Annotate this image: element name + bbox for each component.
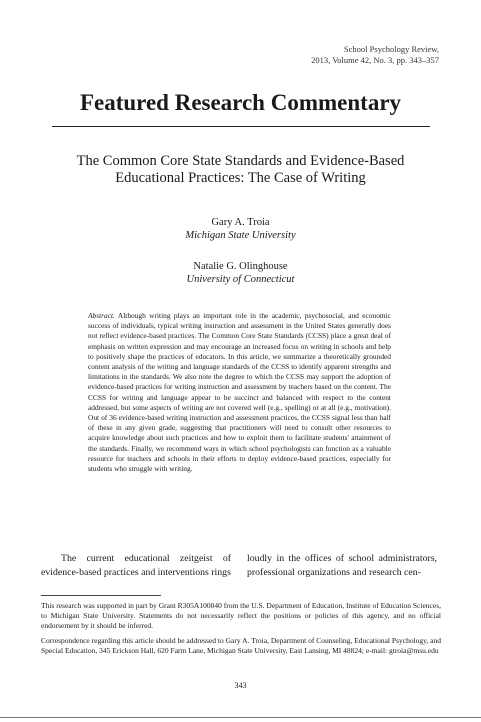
author-block-1 [0, 216, 481, 242]
author-affiliation: University of Connecticut [186, 274, 295, 285]
body-column-left [41, 552, 231, 580]
footnote-rule [41, 595, 161, 596]
journal-name: School Psychology Review, [343, 44, 439, 54]
section-heading: Featured Research Commentary [79, 90, 402, 115]
journal-volume: 2013, Volume 42, No. 3, pp. 343–357 [311, 55, 439, 65]
page-number: 343 [234, 681, 247, 690]
journal-citation [311, 44, 439, 66]
funding-note: This research was supported in part by Grant R305A100040 from the U.S. Department of Education, Institute of Education Sciences, to Michigan State University. Statements do not necessarily reflect the positions or policies of this agency, and no official endorsement by it should be inferred. [41, 601, 441, 630]
author-block-2 [0, 260, 481, 286]
body-paragraph-right: loudly in the offices of school administrators, professional organizations and research cen- [247, 553, 437, 578]
article-title-line-2: Educational Practices: The Case of Writing [115, 170, 366, 186]
page-edge [0, 717, 481, 718]
author-name: Natalie G. Olinghouse [193, 261, 288, 272]
author-name: Gary A. Troia [211, 217, 270, 228]
footnotes [41, 601, 441, 661]
article-title-line-1: The Common Core State Standards and Evidence-Based [76, 153, 405, 169]
abstract-label: Abstract. [88, 311, 115, 320]
body-paragraph-left: The current educational zeitgeist of evidence-based practices and interventions rings [41, 553, 231, 578]
article-title [40, 153, 441, 187]
abstract [88, 311, 391, 474]
heading-rule [52, 126, 430, 127]
abstract-text: Although writing plays an important role in the academic, psychosocial, and economic success of individuals, typical writing instruction and assessment in the United States generally does not reflect evidence-based practices. The Common Core State Standards (CCSS) place a great deal of emphasis on written expression and may encourage an increased focus on writing in schools and help to positively shape the practices of educators. In this article, we summarize a theoretically grounded content analysis of the writing and language standards of the CCSS to identify apparent strengths and limitations in the standards. We also note the degree to which the CCSS may support the adoption of evidence-based practices for writing instruction and assessment by teachers based on the content. The CCSS for writing and language appear to be succinct and balanced with respect to the content addressed, but some aspects of writing are not covered well (e.g., spelling) or at all (e.g., motivation). Out of 36 evidence-based writing instruction and assessment practices, the CCSS signal less than half of these in any given grade, suggesting that practitioners will need to consult other resources to acquire knowledge about such practices and how to exploit them to facilitate students' attainment of the standards. Finally, we recommend ways in which school psychologists can function as a valuable resource for teachers and schools in their efforts to deploy evidence-based practices, especially for students who struggle with writing. [88, 311, 391, 474]
author-affiliation: Michigan State University [185, 230, 296, 241]
body-column-right [247, 552, 437, 580]
correspondence-note: Correspondence regarding this article should be addressed to Gary A. Troia, Department of Counseling, Educational Psychology, and Special Education, 345 Erickson Hall, 620 Farm Lane, Michigan State University, East Lansing, MI 48824; e-mail: gtroia@msu.edu [41, 636, 441, 655]
